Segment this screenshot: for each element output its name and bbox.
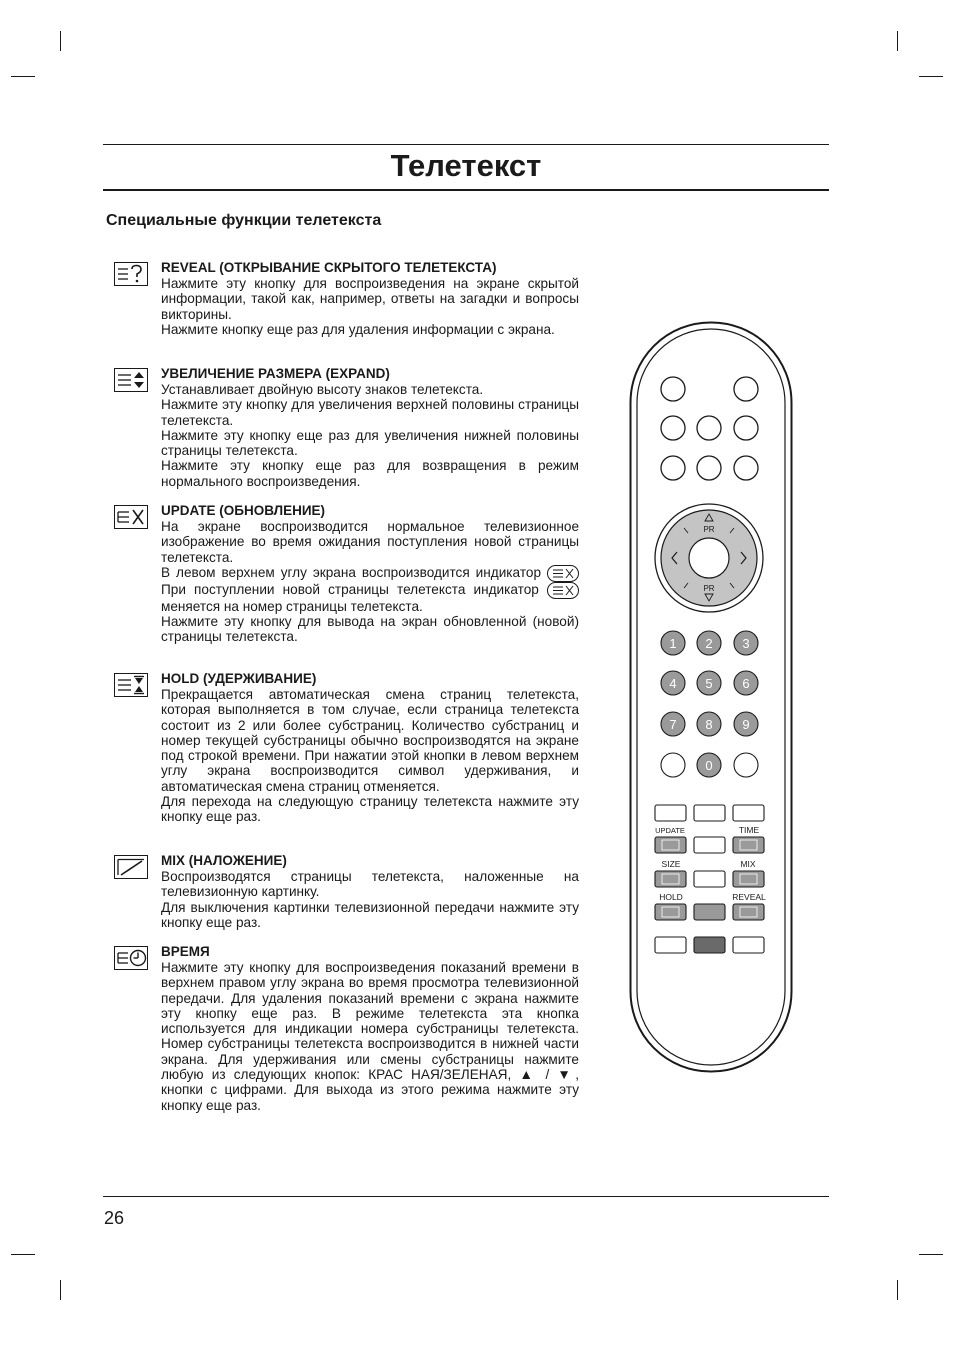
remote-button [734, 753, 758, 777]
indicator-text: При поступлении новой страницы телетекста индикатор [161, 581, 539, 597]
feature-text: Для выключения картинки телевизионной передачи нажмите эту кнопку еще раз. [161, 899, 579, 930]
remote-label-mix: MIX [740, 859, 756, 869]
remote-button [694, 837, 725, 853]
mix-icon [114, 855, 148, 879]
crop-mark [919, 1254, 943, 1255]
digit-label: 3 [742, 636, 750, 651]
indicator-text: В левом верхнем углу экрана воспроизводится индикатор [161, 564, 542, 580]
pr-down-label: PR [703, 584, 715, 593]
remote-button [661, 377, 685, 401]
time-button [733, 837, 764, 853]
digit-label: 9 [742, 717, 750, 732]
mix-button [733, 871, 764, 887]
crop-mark [60, 1280, 61, 1300]
indicator-text: меняется на номер страницы телетекста. [161, 598, 423, 614]
feature-text: Воспроизводятся страницы телетекста, наложенные на телевизионную картинку. [161, 869, 579, 900]
feature-heading: HOLD (УДЕРЖИВАНИЕ) [161, 671, 317, 686]
feature-text: Нажмите эту кнопку для вывода на экран обновленной (новой) страницы телетекста. [161, 614, 579, 645]
digit-label: 4 [669, 676, 677, 691]
remote-button [661, 416, 685, 440]
reveal-icon [114, 262, 148, 286]
remote-button [661, 456, 685, 480]
digit-label: 6 [742, 676, 750, 691]
remote-button [694, 871, 725, 887]
feature-heading: MIX (НАЛОЖЕНИЕ) [161, 853, 287, 868]
feature-heading: УВЕЛИЧЕНИЕ РАЗМЕРА (EXPAND) [161, 366, 390, 381]
remote-button [655, 805, 686, 821]
crop-mark [897, 31, 898, 51]
remote-button [661, 753, 685, 777]
digit-label: 2 [705, 636, 713, 651]
update-indicator-icon [547, 565, 579, 582]
size-icon [114, 368, 148, 392]
color-button [733, 937, 764, 953]
remote-button [694, 805, 725, 821]
remote-label-update: UPDATE [655, 826, 685, 835]
update-button [655, 837, 686, 853]
feature-heading: ВРЕМЯ [161, 944, 210, 959]
digit-label: 5 [705, 676, 713, 691]
remote-button [733, 805, 764, 821]
digit-label: 7 [669, 717, 677, 732]
header-rule-bottom [103, 189, 829, 191]
feature-text: Устанавливает двойную высоту знаков телетекста. [161, 382, 484, 397]
remote-button [734, 416, 758, 440]
time-icon [114, 946, 148, 970]
feature-text: Прекращается автоматическая смена страниц телетекста, которая выполняется в том случае, если страница телетекста состоит из 2 или более субстраниц. Количество субстраниц и номер текущей субстраницы обычно воспроизводятся на экране под строкой времени. При нажатии этой кнопки в левом верхнем углу экрана воспроизводится символ удерживания, и автоматическая смена страниц отменяется. [161, 687, 579, 794]
pr-up-label: PR [703, 525, 715, 534]
digit-label: 0 [705, 758, 713, 773]
feature-text: Для перехода на следующую страницу телетекста нажмите эту кнопку еще раз. [161, 794, 579, 825]
crop-mark [897, 1280, 898, 1300]
crop-mark [919, 76, 943, 77]
feature-heading: UPDATE (ОБНОВЛЕНИЕ) [161, 503, 326, 518]
reveal-button [733, 904, 764, 920]
update-indicator-icon [547, 582, 579, 599]
remote-button [734, 456, 758, 480]
remote-label-time: TIME [738, 825, 760, 835]
size-button [655, 871, 686, 887]
crop-mark [11, 76, 35, 77]
section-title: Специальные функции телетекста [106, 212, 382, 229]
remote-label-size: SIZE [661, 859, 681, 869]
remote-button [697, 456, 721, 480]
hold-icon [114, 673, 148, 697]
dpad-ok-button [689, 538, 729, 578]
hold-button [655, 904, 686, 920]
remote-button [734, 377, 758, 401]
feature-text: Нажмите эту кнопку для воспроизведения на экране скрытой информации, такой как, например, ответы на загадки и вопросы викторины. [161, 276, 579, 322]
update-icon [114, 505, 148, 529]
crop-mark [11, 1254, 35, 1255]
feature-heading: REVEAL (ОТКРЫВАНИЕ СКРЫТОГО ТЕЛЕТЕКСТА) [161, 260, 497, 275]
feature-text: Нажмите эту кнопку для увеличения верхней половины страницы телетекста. [161, 397, 579, 428]
feature-text: На экране воспроизводится нормальное телевизионное изображение во время ожидания поступления новой страницы телетекста. [161, 519, 579, 565]
remote-label-reveal: REVEAL [732, 892, 766, 902]
footer-rule [103, 1196, 829, 1197]
feature-text: Нажмите кнопку еще раз для удаления информации с экрана. [161, 321, 555, 337]
page-title: Телетекст [390, 148, 542, 183]
remote-control-illustration [629, 320, 793, 1074]
feature-text: Нажмите эту кнопку еще раз для возвращения в режим нормального воспроизведения. [161, 458, 579, 489]
digit-label: 1 [669, 636, 677, 651]
feature-text: Нажмите эту кнопку еще раз для увеличения нижней половины страницы телетекста. [161, 427, 579, 459]
remote-button [697, 416, 721, 440]
page-number: 26 [104, 1208, 125, 1228]
color-button [694, 937, 725, 953]
color-button [655, 937, 686, 953]
remote-label-hold: HOLD [659, 892, 683, 902]
feature-text: Нажмите эту кнопку для воспроизведения показаний времени в верхнем правом углу экрана во время просмотра телевизионной передачи. Для удаления показаний времени с экрана нажмите эту кнопку еще раз. В режиме телетекста эта кнопка используется для индикации номера субстраницы телетекста. Номер субстраницы телетекста воспроизводится в нижней части экрана. Для удерживания или смены субстраницы нажмите любую из следующих кнопок: КРАС НАЯ/ЗЕЛЕНАЯ, ▲ / ▼, кнопки с цифрами. Для выхода из этого режима нажмите эту кнопку еще раз. [161, 960, 579, 1113]
digit-label: 8 [705, 717, 713, 732]
crop-mark [60, 31, 61, 51]
feature-text [161, 565, 579, 614]
remote-button [694, 904, 725, 920]
